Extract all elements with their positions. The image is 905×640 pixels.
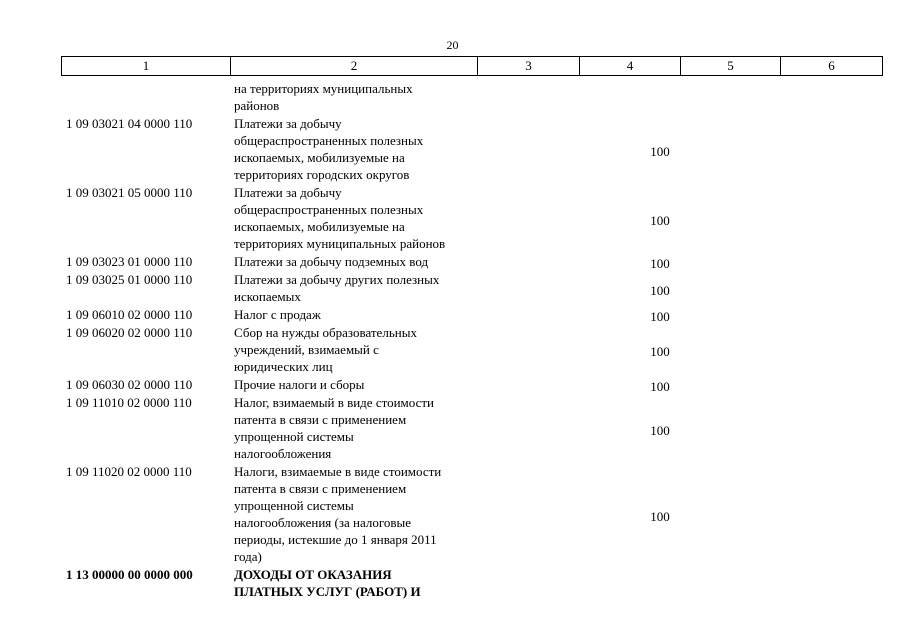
column-header-4: 4 [580,57,681,75]
revenue-name-line: Налог, взимаемый в виде стоимости [234,395,435,410]
revenue-name-line: ПЛАТНЫХ УСЛУГ (РАБОТ) И [234,584,421,599]
revenue-name-line: на территориях муниципальных [234,81,413,96]
revenue-name-line: учреждений, взимаемый с [234,342,379,357]
revenue-name-line: ископаемых, мобилизуемые на [234,219,405,234]
revenue-name-line: ДОХОДЫ ОТ ОКАЗАНИЯ [234,567,392,582]
revenue-name-line: упрощенной системы [234,498,354,513]
revenue-name-line: налогообложения [234,446,332,461]
table-row [0,306,905,323]
budget-code: 1 09 03021 05 0000 110 [66,185,193,200]
revenue-name [234,324,484,375]
revenue-name [234,115,484,183]
revenue-name [234,271,484,305]
percent-value: 100 [650,422,670,438]
column-header-6: 6 [828,58,835,73]
budget-code: 1 09 11010 02 0000 110 [66,395,192,410]
table-row [0,394,905,462]
table-header-row [61,56,883,76]
revenue-name [234,253,484,270]
revenue-name-line: районов [234,98,280,113]
revenue-name-line: Сбор на нужды образовательных [234,325,417,340]
revenue-name-line: Налог с продаж [234,307,321,322]
revenue-name-line: общераспространенных полезных [234,202,424,217]
revenue-name [234,463,484,565]
budget-code: 1 09 06030 02 0000 110 [66,377,193,392]
budget-code: 1 09 03023 01 0000 110 [66,254,193,269]
table-row [0,324,905,375]
revenue-name-line: Платежи за добычу [234,116,342,131]
table-row [0,463,905,565]
revenue-name-line: периоды, истекшие до 1 января 2011 [234,532,437,547]
table-row [0,184,905,252]
revenue-name-line: патента в связи с применением [234,412,407,427]
revenue-name-line: Прочие налоги и сборы [234,377,365,392]
percent-value: 100 [650,143,670,159]
revenue-name [234,306,484,323]
revenue-name-line: ископаемых [234,289,301,304]
revenue-name-line: Платежи за добычу подземных вод [234,254,429,269]
revenue-name [234,184,484,252]
column-header-2: 2 [231,57,478,75]
revenue-name-line: Налоги, взимаемые в виде стоимости [234,464,442,479]
revenue-name-line: года) [234,549,262,564]
table-row [0,253,905,270]
revenue-name-line: юридических лиц [234,359,333,374]
column-header-5: 5 [681,57,781,75]
budget-code: 1 09 03021 04 0000 110 [66,116,193,131]
column-header-1: 1 [62,57,231,75]
budget-code: 1 09 03025 01 0000 110 [66,272,193,287]
column-header-3: 3 [478,57,580,75]
revenue-name-line: ископаемых, мобилизуемые на [234,150,405,165]
percent-value: 100 [650,256,670,271]
revenue-name [234,80,484,114]
percent-value: 100 [650,344,670,359]
revenue-name-line: налогообложения (за налоговые [234,515,411,530]
page-number: 20 [446,38,459,52]
table-row [0,376,905,393]
table-row [0,271,905,305]
budget-code: 1 09 06010 02 0000 110 [66,307,193,322]
percent-value: 100 [650,309,670,324]
revenue-name-line: территориях муниципальных районов [234,236,446,251]
revenue-name [234,566,484,600]
revenue-name-line: Платежи за добычу других полезных [234,272,440,287]
percent-value: 100 [650,282,670,298]
revenue-name-line: упрощенной системы [234,429,354,444]
revenue-name [234,394,484,462]
percent-value: 100 [650,508,670,524]
table-row [0,115,905,183]
percent-value: 100 [650,212,670,228]
revenue-name-line: Платежи за добычу [234,185,342,200]
table-row [0,80,905,114]
revenue-name-line: общераспространенных полезных [234,133,424,148]
budget-code: 1 09 06020 02 0000 110 [66,325,193,340]
table-row [0,566,905,600]
budget-code: 1 09 11020 02 0000 110 [66,464,192,479]
budget-code: 1 13 00000 00 0000 000 [66,567,193,582]
revenue-name-line: патента в связи с применением [234,481,407,496]
revenue-name-line: территориях городских округов [234,167,410,182]
percent-value: 100 [650,379,670,394]
revenue-name [234,376,484,393]
